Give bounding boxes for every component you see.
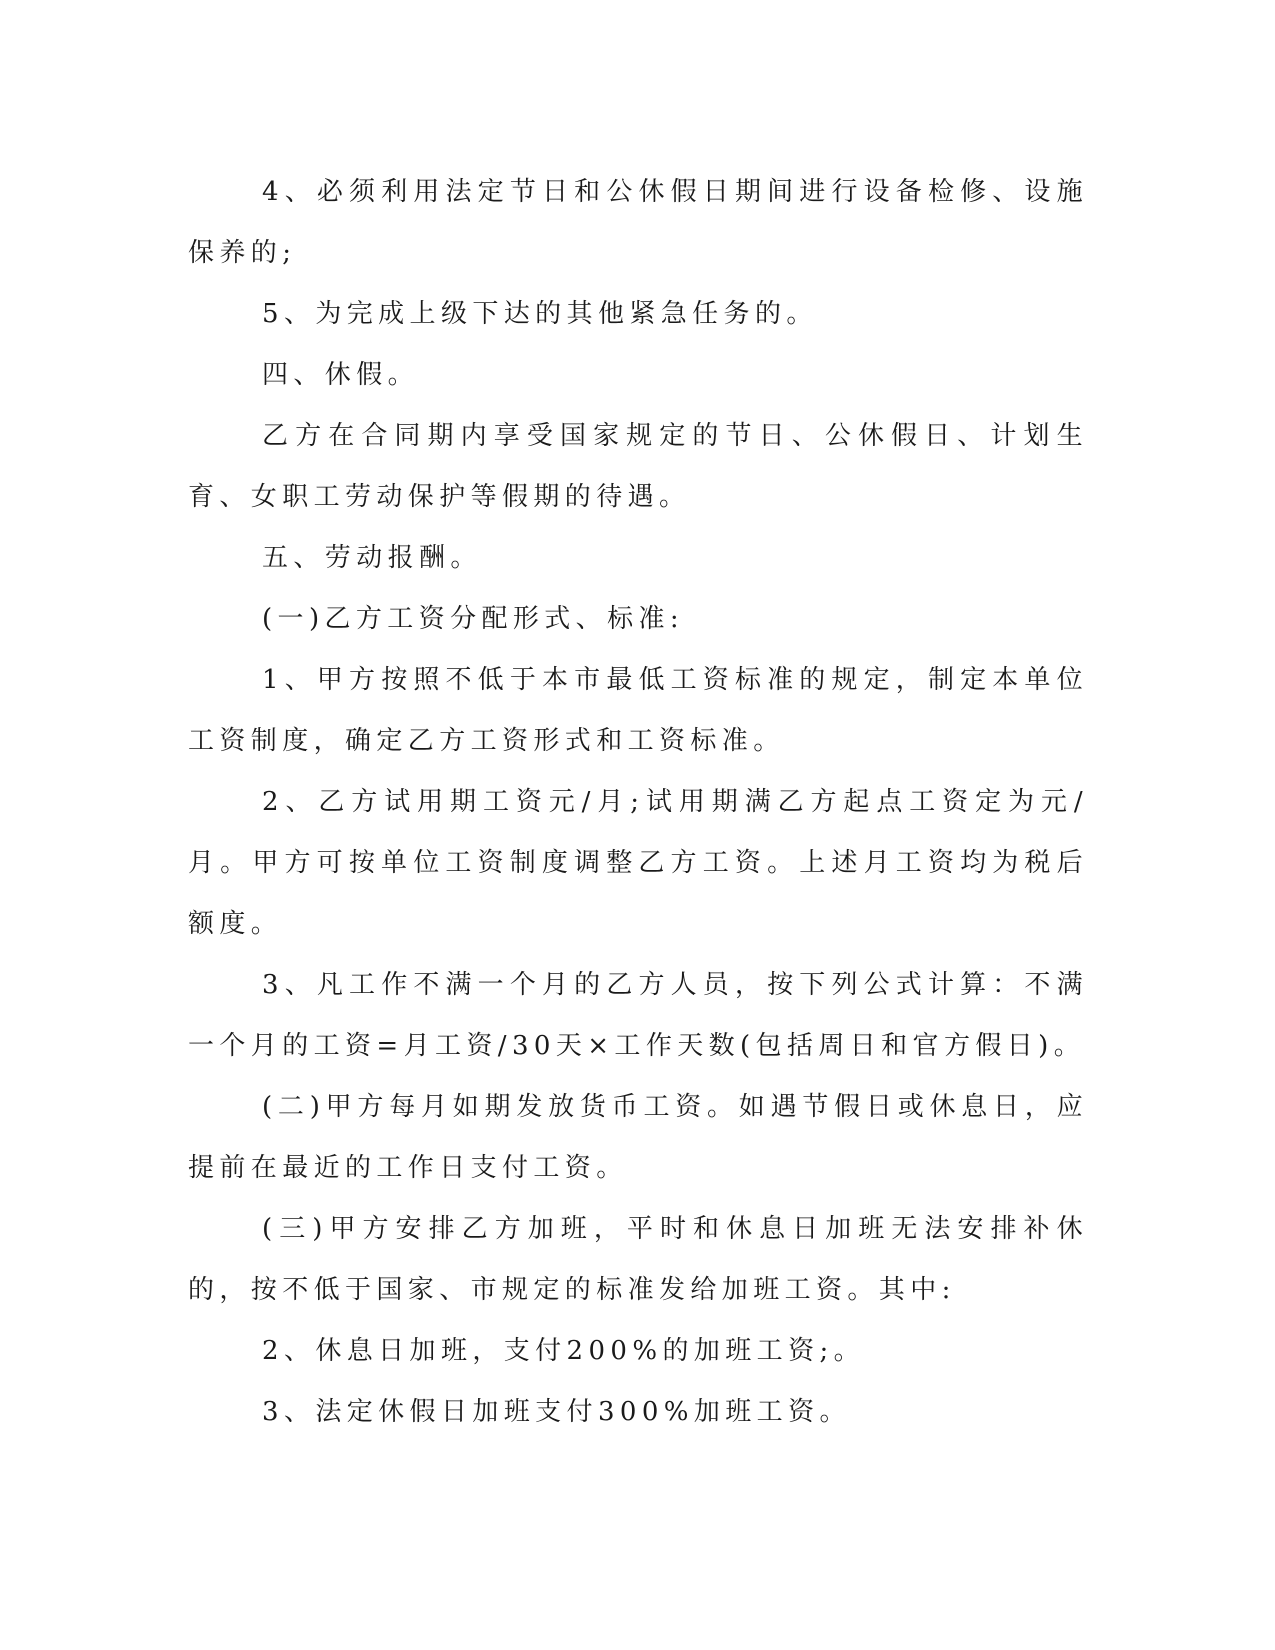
paragraph: 4、必须利用法定节日和公休假日期间进行设备检修、设施保养的; (188, 177, 1088, 268)
paragraph: 2、休息日加班，支付200%的加班工资;。 (262, 1336, 866, 1366)
document-body (188, 162, 1088, 1443)
paragraph: 1、甲方按照不低于本市最低工资标准的规定，制定本单位工资制度，确定乙方工资形式和工资标准。 (188, 665, 1088, 756)
subsection-heading: (一)乙方工资分配形式、标准: (262, 604, 685, 634)
paragraph: 2、乙方试用期工资元/月;试用期满乙方起点工资定为元/月。甲方可按单位工资制度调整乙方工资。上述月工资均为税后额度。 (188, 787, 1088, 939)
paragraph: 3、凡工作不满一个月的乙方人员，按下列公式计算：不满一个月的工资=月工资/30天×工作天数(包括周日和官方假日)。 (188, 970, 1088, 1061)
paragraph: 乙方在合同期内享受国家规定的节日、公休假日、计划生育、女职工劳动保护等假期的待遇。 (188, 421, 1088, 512)
section-heading: 五、劳动报酬。 (262, 543, 482, 573)
paragraph: 3、法定休假日加班支付300%加班工资。 (262, 1397, 851, 1427)
paragraph: (三)甲方安排乙方加班，平时和休息日加班无法安排补休的，按不低于国家、市规定的标准发给加班工资。其中: (188, 1214, 1088, 1305)
section-heading: 四、休假。 (262, 360, 420, 390)
paragraph: (二)甲方每月如期发放货币工资。如遇节假日或休息日，应提前在最近的工作日支付工资。 (188, 1092, 1088, 1183)
paragraph: 5、为完成上级下达的其他紧急任务的。 (262, 299, 818, 329)
